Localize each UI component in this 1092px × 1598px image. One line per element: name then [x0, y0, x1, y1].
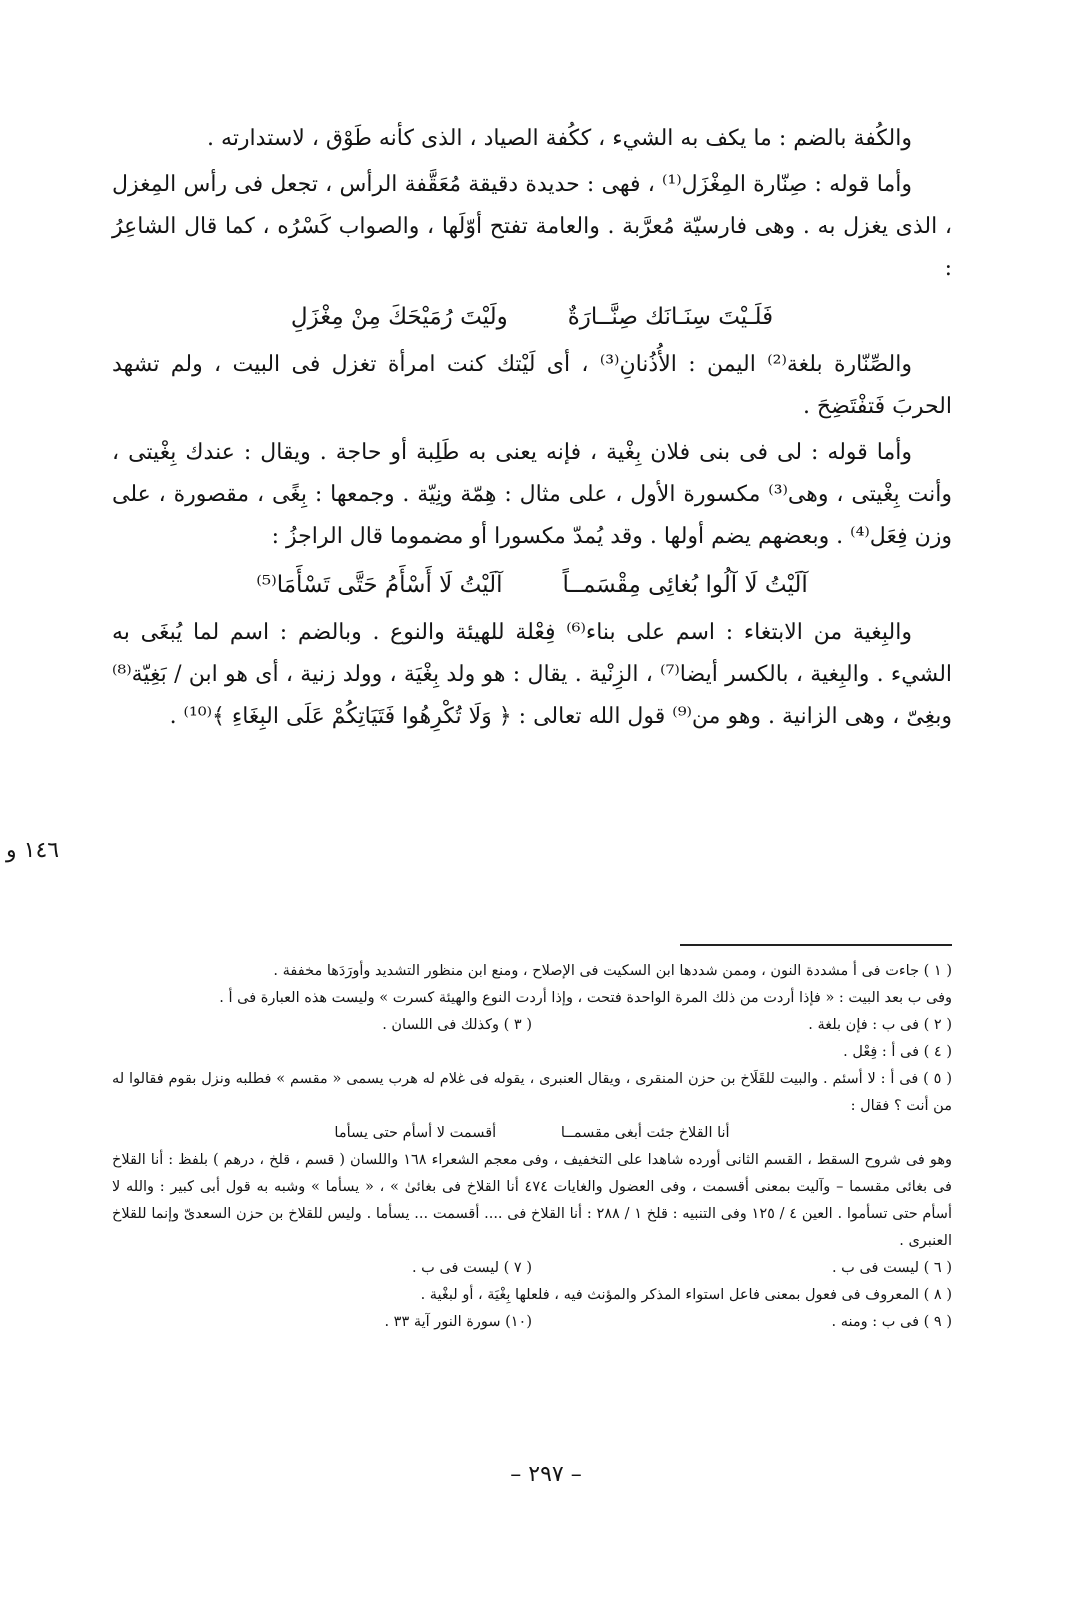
footnote-6: ( ٦ ) ليست فى ب .: [831, 1260, 952, 1276]
footnote-row-6-7: [112, 1255, 952, 1282]
footnote-1-continued: وفى ب بعد البيت : « فإذا أردت من ذلك المرة الواحدة فتحت ، وإذا أردت النوع والهيئة كسرت » وليست هذه العبارة فى أ .: [219, 990, 952, 1006]
footnote-10: (١٠) سورة النور آية ٣٣ .: [384, 1314, 532, 1330]
footnote-4: ( ٤ ) فى أ : فِعْل .: [843, 1044, 952, 1060]
paragraph-2: وأما قوله : صِنّارة المِغْزَل⁽¹⁾ ، فهى : حديدة دقيقة مُعَقَّفة الرأس ، تجعل فى رأس المِغزل ، الذى يغزل به . وهى فارسيّة مُعرَّبة . والعامة تفتح أوّلَها ، والصواب كَسْرُه ، كما قال الشاعِرُ :: [112, 172, 952, 281]
verse-2: [112, 562, 952, 608]
footnote-5-continued: وهو فى شروح السقط ، القسم الثانى أورده شاهدا على التخفيف ، وفى معجم الشعراء ١٦٨ واللسان ( قسم ، قلخ ، درهم ) بلفظ : أنا القلاخ فى بغائى مقسما – وآليت بمعنى أقسمت ، وفى العضول والغايات ٤٧٤ أنا القلاخ فى بغائىٰ » ، « يسأما » وشبه به قول أبى كبير : والله لا أسأم حتى تسأموا . العين ٤ / ١٢٥ وفى التنبيه : قلخ ١ / ٢٨٨ : أنا القلاخ فى .... أقسمت ... يسأما . وليس للقلاخ بن حزن السعدىّ وإنما للقلاخ العنبرى .: [112, 1152, 952, 1249]
footnote-5-verse-hemistich-2: أقسمت لا أسأم حتى يسأما: [334, 1125, 497, 1141]
verse-2-hemistich-1: آلَيْتُ لَا آلُوا بُغائِى مِقْسَمــاً: [562, 572, 808, 598]
footnote-5-verse-hemistich-1: أنا القلاخ جئت أبغى مقسمــا: [560, 1125, 730, 1141]
footnotes: [112, 958, 952, 1336]
verse-1: [112, 294, 952, 340]
paragraph-5: والبِغية من الابتغاء : اسم على بناء⁽⁶⁾ فِعْلة للهيئة والنوع . وبالضم : اسم لما يُبغَى به الشيء . والبِغية ، بالكسر أيضا⁽⁷⁾ ، الزِنْية . يقال : هو ولد بِغْيَة ، وولد زنية ، أى هو ابن / بَغِيّة⁽⁸⁾ وبغِىّ ، وهى الزانية . وهو من⁽⁹⁾ قول الله تعالى : ﴿ وَلَا تُكْرِهُوا فَتَيَاتِكُمْ عَلَى البِغَاءِ ﴾⁽¹⁰⁾ .: [112, 620, 953, 729]
footnote-7: ( ٧ ) ليست فى ب .: [411, 1260, 532, 1276]
paragraph-4: وأما قوله : لى فى بنى فلان بِغْية ، فإنه يعنى به طَلِبة أو حاجة . ويقال : عندك بِغْيتى ، وأنت بِغْيتى ، وهى⁽³⁾ مكسورة الأول ، على مثال : هِمّة ونِيّة . وجمعها : بِغًى ، مقصورة ، على وزن فِعَل⁽⁴⁾ . وبعضهم يضم أولها . وقد يُمدّ مكسورا أو مضموما قال الراجزُ :: [112, 440, 953, 549]
footnote-row-9-10: [112, 1309, 952, 1336]
footnote-separator: [680, 944, 952, 946]
footnote-8: ( ٨ ) المعروف فى فعول بمعنى فاعل استواء المذكر والمؤنث فيه ، فلعلها بِغْيَة ، أو لبغْية .: [420, 1287, 952, 1303]
page-number: – ٢٩٧ –: [510, 1462, 582, 1487]
footnote-3: ( ٣ ) وكذلك فى اللسان .: [382, 1017, 532, 1033]
verse-1-hemistich-1: فَلَـيْتَ سِنَـانَك صِنَّــارَةٌ: [567, 304, 774, 330]
footnote-5-verse: [112, 1120, 952, 1147]
manuscript-folio-marker: ١٤٦ و: [6, 838, 60, 863]
footnote-2: ( ٢ ) فى ب : فإن بلغة .: [808, 1017, 952, 1033]
footnote-9: ( ٩ ) فى ب : ومنه .: [831, 1314, 952, 1330]
paragraph-1: والكُفة بالضم : ما يكف به الشيء ، ككُفة الصياد ، الذى كأنه طَوْق ، لاستدارته .: [207, 126, 912, 151]
main-text: [112, 118, 952, 742]
footnote-1: ( ١ ) جاءت فى أ مشددة النون ، وممن شددها ابن السكيت فى الإصلاح ، ومنع ابن منظور التشديد وأورَدَها مخففة .: [273, 963, 952, 979]
footnote-5: ( ٥ ) فى أ : لا أسئم . والبيت للقَلَاخ بن حزن المنقرى ، ويقال العنبرى ، يقوله فى غلام له هرب يسمى « مقسم » فطلبه ونزل بقوم فقالوا له من أنت ؟ فقال :: [112, 1071, 952, 1114]
verse-2-hemistich-2: آلَيْتُ لَا أَسْأَمُ حَتَّى تَسْأَمَا⁽⁵⁾: [256, 572, 503, 598]
footnote-row-2-3: [112, 1012, 952, 1039]
paragraph-3: والصِّنّارة بلغة⁽²⁾ اليمن : الأُذُنانِ⁽³⁾ ، أى لَيْتك كنت امرأة تغزل فى البيت ، ولم تشهد الحربَ فَتفْتَضِحَ .: [112, 352, 952, 419]
verse-1-hemistich-2: ولَيْتَ رُمَيْحَكَ مِنْ مِغْزَلِ: [290, 304, 508, 330]
